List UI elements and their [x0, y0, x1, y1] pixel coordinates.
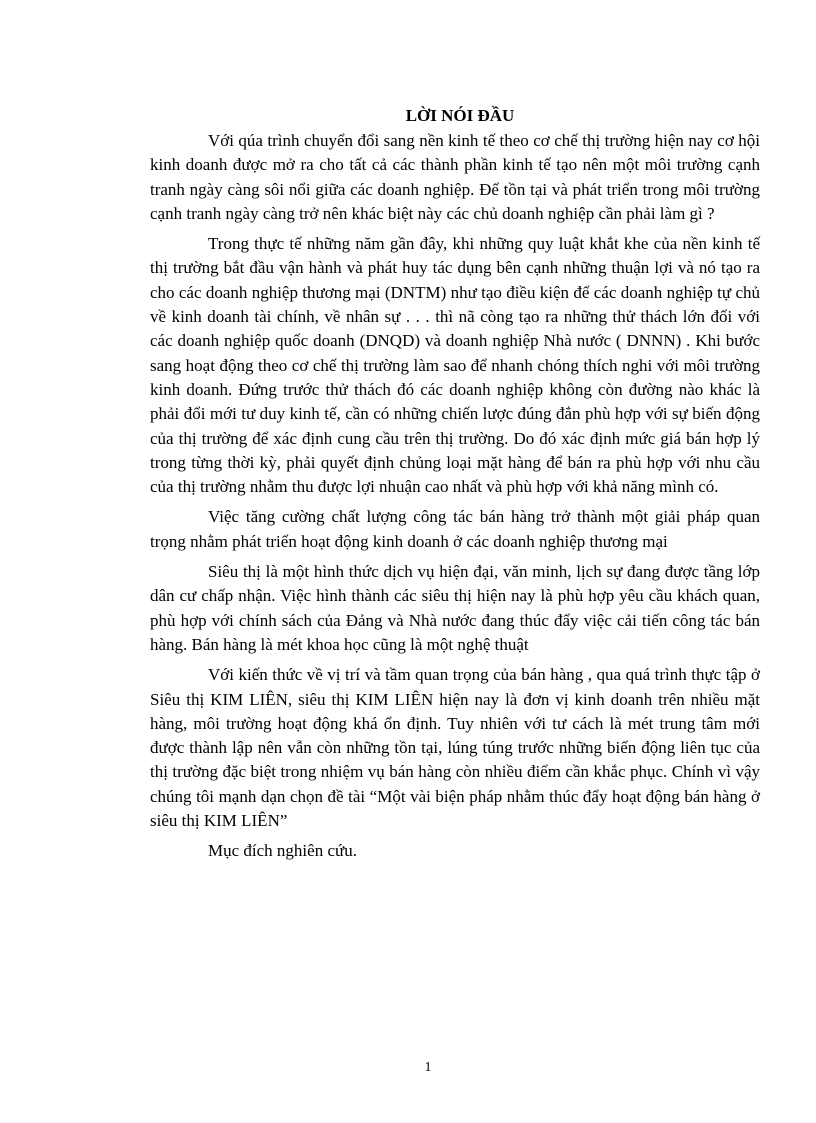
page-number: 1	[424, 1060, 432, 1075]
paragraph-sales-quality: Việc tăng cường chất lượng công tác bán hàng trở thành một giải pháp quan trọng nhằm phát triển hoạt động kinh doanh ở các doanh nghiệp thương mại	[150, 507, 760, 551]
paragraph-supermarket: Siêu thị là một hình thức dịch vụ hiện đại, văn minh, lịch sự đang được tầng lớp dân cư chấp nhận. Việc hình thành các siêu thị hiện nay là phù hợp yêu cầu khách quan, phù hợp với chính sách của Đảng và Nhà nước đang thúc đẩy việc cải tiến công tác bán hàng. Bán hàng là mét khoa học cũng là một nghệ thuật	[150, 562, 760, 654]
paragraph-topic-choice: Với kiến thức về vị trí và tầm quan trọng của bán hàng , qua quá trình thực tập ở Siêu thị KIM LIÊN, siêu thị KIM LIÊN hiện nay là đơn vị kinh doanh trên nhiều mặt hàng, môi trường hoạt động khá ổn định. Tuy nhiên với tư cách là mét trung tâm mới được thành lập nên vẫn còn những tồn tại, lúng túng trước những biến động liên tục của thị trường đặc biệt trong nhiệm vụ bán hàng còn nhiều điểm cần khắc phục. Chính vì vậy chúng tôi mạnh dạn chọn đề tài “Một vài biện pháp nhằm thúc đẩy hoạt động bán hàng ở siêu thị KIM LIÊN”	[150, 665, 760, 831]
document-title: LỜI NÓI ĐẦU	[405, 106, 515, 125]
paragraph-intro: Với qúa trình chuyển đổi sang nền kinh tế theo cơ chế thị trường hiện nay cơ hội kinh doanh được mở ra cho tất cả các thành phần kinh tế tạo nên một môi trường cạnh tranh ngày càng sôi nổi giữa các doanh nghiệp. Để tồn tại và phát triển trong môi trường cạnh tranh ngày càng trở nên khác biệt này các chủ doanh nghiệp cần phải làm gì ?	[150, 131, 760, 223]
paragraph-research-purpose: Mục đích nghiên cứu.	[208, 841, 357, 861]
paragraph-market-context: Trong thực tế những năm gần đây, khi những quy luật khắt khe của nền kinh tế thị trường bắt đầu vận hành và phát huy tác dụng bên cạnh những thuận lợi và nó tạo ra cho các doanh nghiệp thương mại (DNTM) như tạo điều kiện để các doanh nghiệp tự chủ về kinh doanh tài chính, về nhân sự . . . thì nã còng tạo ra những thử thách lớn đối với các doanh nghiệp quốc doanh (DNQD) và doanh nghiệp Nhà nước ( DNNN) . Khi bước sang hoạt động theo cơ chế thị trường làm sao để nhanh chóng thích nghi với môi trường kinh doanh. Đứng trước thử thách đó các doanh nghiệp không còn đường nào khác là phải đổi mới tư duy kinh tế, cần có những chiến lược đúng đắn phù hợp với sự biến động của thị trường để xác định cung cầu trên thị trường. Do đó xác định mức giá bán hợp lý trong từng thời kỳ, phải quyết định chủng loại mặt hàng để bán ra phù hợp với nhu cầu của thị trường nhằm thu được lợi nhuận cao nhất và phù hợp với khả năng mình có.	[150, 234, 760, 497]
document-page	[150, 104, 760, 870]
